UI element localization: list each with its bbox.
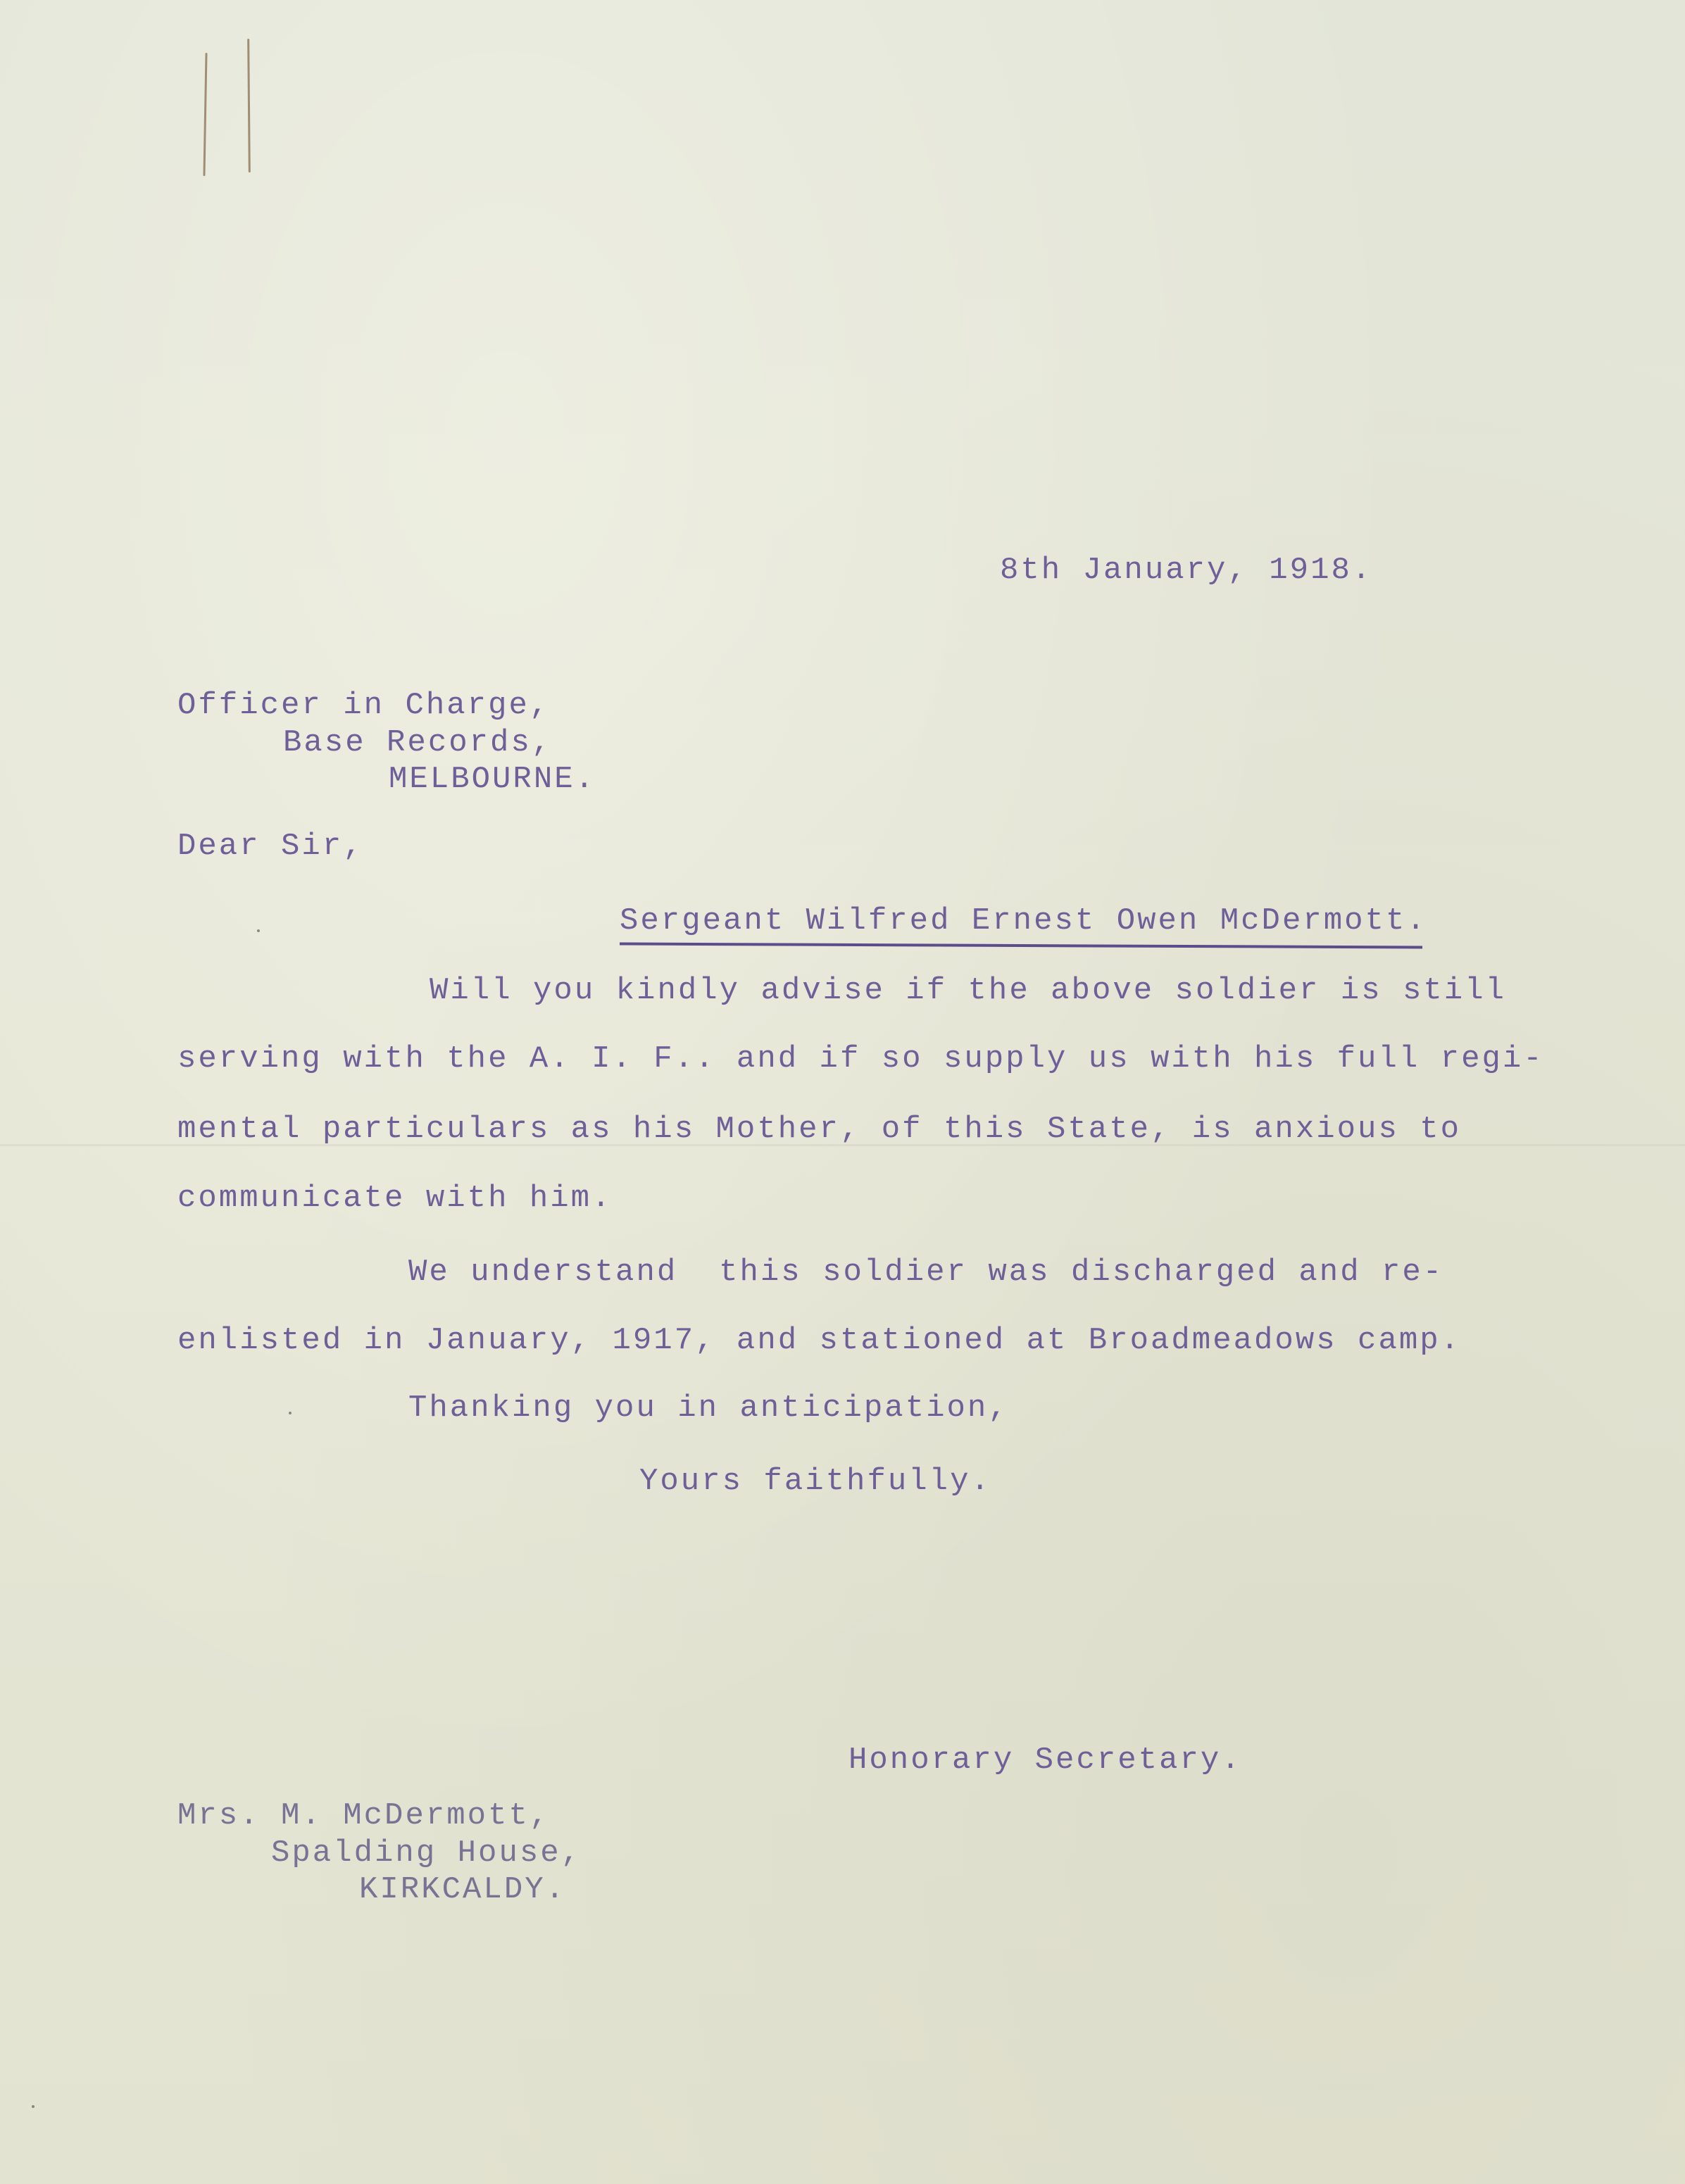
paper-speck	[257, 929, 260, 932]
recipient-line: Spalding House,	[271, 1835, 582, 1871]
closing: Yours faithfully.	[639, 1464, 991, 1499]
paper-speck	[32, 2105, 35, 2108]
subject-line: Sergeant Wilfred Ernest Owen McDermott.	[620, 903, 1427, 939]
addressee-line: MELBOURNE.	[389, 762, 596, 797]
body-line: communicate with him.	[177, 1181, 613, 1216]
letter-date: 8th January, 1918.	[1000, 553, 1373, 588]
body-line: We understand this soldier was discharged and re-	[408, 1255, 1444, 1290]
body-line: serving with the A. I. F.. and if so supply us with his full regi-	[177, 1041, 1544, 1077]
recipient-line: Mrs. M. McDermott,	[177, 1798, 551, 1833]
recipient-line: KIRKCALDY.	[359, 1872, 567, 1907]
pin-mark	[247, 39, 251, 172]
body-line: Will you kindly advise if the above soldier is still	[430, 973, 1507, 1008]
paper-speck	[289, 1412, 292, 1414]
body-line: mental particulars as his Mother, of this State, is anxious to	[177, 1112, 1462, 1147]
addressee-line: Base Records,	[283, 725, 553, 760]
subject-underline	[620, 943, 1422, 949]
addressee-line: Officer in Charge,	[177, 688, 551, 723]
body-line: enlisted in January, 1917, and stationed at Broadmeadows camp.	[177, 1323, 1462, 1358]
thanks-line: Thanking you in anticipation,	[408, 1391, 1009, 1426]
pin-mark	[203, 53, 207, 176]
signature-title: Honorary Secretary.	[848, 1743, 1242, 1778]
salutation: Dear Sir,	[177, 829, 364, 864]
